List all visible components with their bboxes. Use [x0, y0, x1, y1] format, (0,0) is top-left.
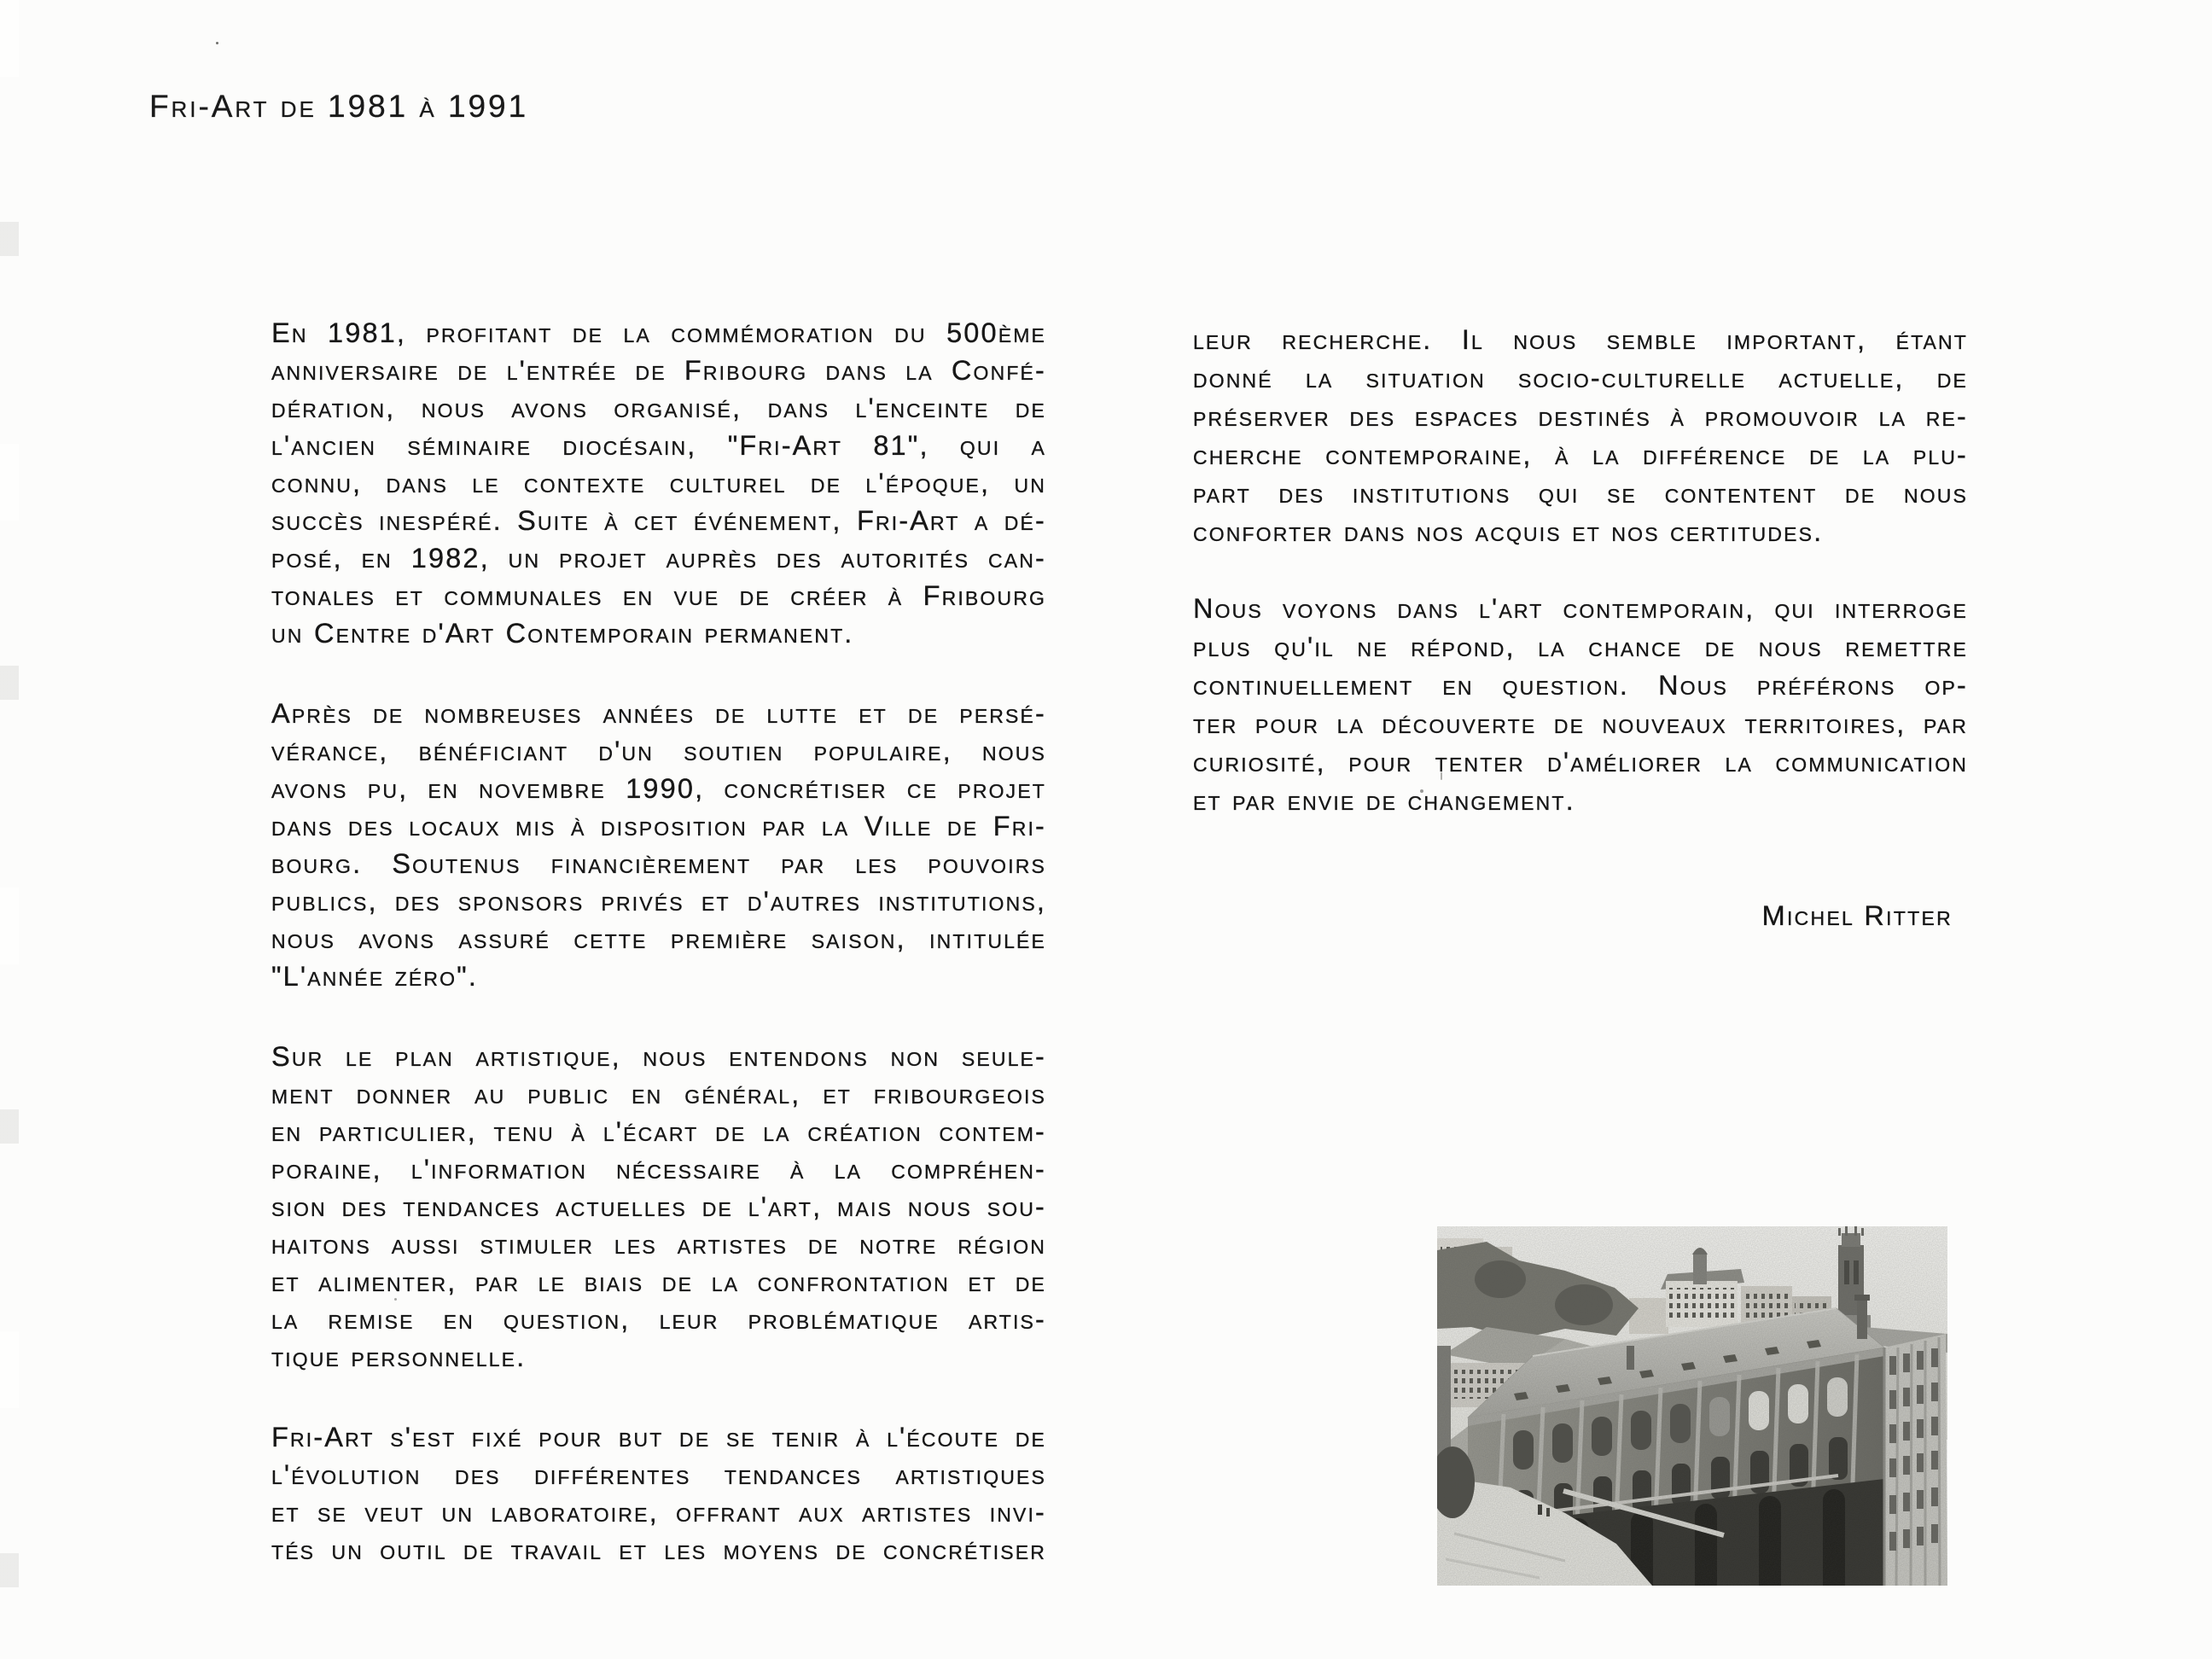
page-title: Fri-Art de 1981 à 1991 — [149, 89, 529, 124]
text-line: Après de nombreuses années de lutte et de persé- — [271, 698, 1046, 729]
text-line: dération, nous avons organisé, dans l'enceinte de — [271, 393, 1046, 423]
text-line: sion des tendances actuelles de l'art, mais nous sou- — [271, 1191, 1046, 1222]
text-line: avons pu, en novembre 1990, concrétiser ce projet — [271, 773, 1046, 804]
text-line: et se veut un laboratoire, offrant aux artistes invi- — [271, 1497, 1046, 1528]
text-line: plus qu'il ne répond, la chance de nous remettre — [1193, 632, 1968, 662]
text-line: ment donner au public en général, et fribourgeois — [271, 1079, 1046, 1109]
building-photo — [1437, 1226, 1947, 1586]
text-line: donné la situation socio-culturelle actuelle, de — [1193, 363, 1968, 393]
text-line: Nous voyons dans l'art contemporain, qui interroge — [1193, 593, 1968, 624]
text-line: leur recherche. Il nous semble important, étant — [1193, 324, 1968, 355]
text-line: conforter dans nos acquis et nos certitudes. — [1193, 516, 1824, 547]
text-line: tonales et communales en vue de créer à Fribourg — [271, 580, 1046, 611]
text-line: cherche contemporaine, à la différence de la plu- — [1193, 439, 1968, 470]
paragraph — [271, 1038, 1046, 1376]
paragraph — [271, 1418, 1046, 1569]
text-line: nous avons assuré cette première saison, intitulée — [271, 923, 1046, 954]
scan-gutter-artifact — [0, 0, 19, 1659]
text-line: ter pour la découverte de nouveaux territoires, par — [1193, 708, 1968, 739]
left-text-column — [271, 314, 1046, 1611]
text-line: continuellement en question. Nous préférons op- — [1193, 670, 1968, 701]
text-line: posé, en 1982, un projet auprès des autorités can- — [271, 543, 1046, 573]
paragraph — [1193, 321, 1968, 551]
text-line: dans des locaux mis à disposition par la Ville de Fri- — [271, 811, 1046, 841]
text-line: curiosité, pour tenter d'améliorer la communication — [1193, 747, 1968, 777]
paragraph — [271, 695, 1046, 995]
paragraph — [271, 314, 1046, 652]
scan-speck — [216, 42, 218, 44]
text-line: préserver des espaces destinés à promouvoir la re- — [1193, 401, 1968, 432]
text-line: tique personnelle. — [271, 1342, 527, 1372]
right-text-column — [1193, 321, 1968, 859]
text-line: part des institutions qui se contentent de nous — [1193, 478, 1968, 509]
text-line: anniversaire de l'entrée de Fribourg dans la Confé- — [271, 355, 1046, 386]
text-line: l'évolution des différentes tendances artistiques — [271, 1459, 1046, 1490]
text-line: "L'année zéro". — [271, 961, 479, 992]
text-line: en particulier, tenu à l'écart de la création contem- — [271, 1116, 1046, 1147]
text-line: tés un outil de travail et les moyens de concrétiser — [271, 1534, 1046, 1565]
text-line: haitons aussi stimuler les artistes de notre région — [271, 1229, 1046, 1260]
text-line: succès inespéré. Suite à cet événement, Fri-Art a dé- — [271, 505, 1046, 536]
author-signature: Michel Ritter — [1761, 900, 1953, 931]
building-photo-graphic — [1437, 1226, 1947, 1586]
text-line: et alimenter, par le biais de la confrontation et de — [271, 1266, 1046, 1297]
text-line: En 1981, profitant de la commémoration du 500ème — [271, 317, 1046, 348]
text-line: Fri-Art s'est fixé pour but de se tenir à l'écoute de — [271, 1422, 1046, 1452]
text-line: publics, des sponsors privés et d'autres institutions, — [271, 886, 1046, 917]
text-line: un Centre d'Art Contemporain permanent. — [271, 618, 854, 649]
text-line: et par envie de changement. — [1193, 785, 1575, 816]
text-line: vérance, bénéficiant d'un soutien populaire, nous — [271, 736, 1046, 766]
paragraph — [1193, 590, 1968, 820]
text-line: poraine, l'information nécessaire à la compréhen- — [271, 1154, 1046, 1185]
text-line: bourg. Soutenus financièrement par les pouvoirs — [271, 848, 1046, 879]
text-line: connu, dans le contexte culturel de l'époque, un — [271, 468, 1046, 498]
text-line: l'ancien séminaire diocésain, "Fri-Art 81", qui a — [271, 430, 1046, 461]
text-line: Sur le plan artistique, nous entendons non seule- — [271, 1041, 1046, 1072]
text-line: la remise en question, leur problématique artis- — [271, 1304, 1046, 1335]
